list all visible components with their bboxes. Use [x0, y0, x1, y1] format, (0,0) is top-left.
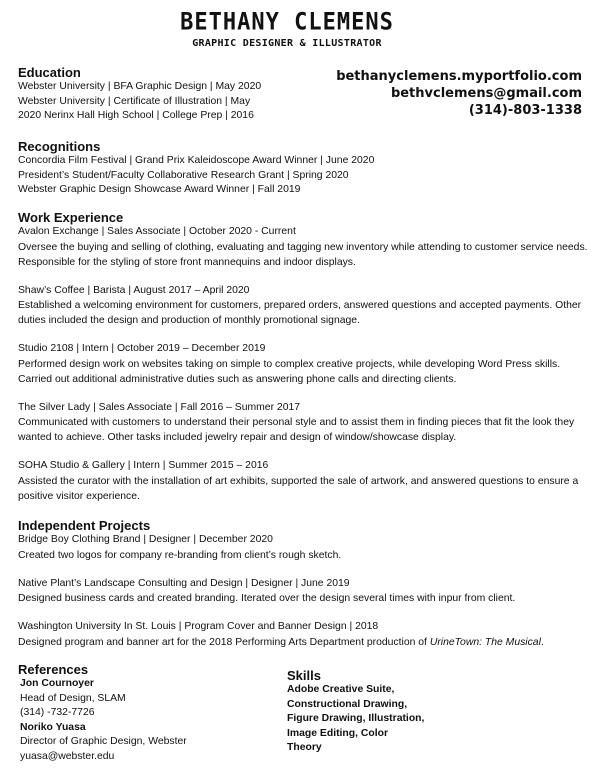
job-description: Performed design work on websites taking on simple to complex creative projects, while developing Word Press skills. Carried out additional administrative duties such as answering phone calls and directing clients.	[18, 358, 561, 385]
project-title: Native Plant’s Landscape Consulting and Design | Designer | June 2019	[18, 577, 350, 589]
name-heading: BETHANY CLEMENS	[180, 8, 394, 37]
portfolio-link[interactable]: bethanyclemens.myportfolio.com	[336, 69, 582, 84]
project-entry	[18, 533, 588, 563]
project-title: Washington University In St. Louis | Program Cover and Banner Design | 2018	[18, 621, 379, 633]
recognition-line: President’s Student/Faculty Collaborative Research Grant | Spring 2020	[18, 169, 349, 181]
job-entry	[18, 284, 588, 329]
education-line: Webster University | BFA Graphic Design | May 2020	[18, 81, 262, 92]
education-section	[18, 66, 358, 124]
reference-title: Head of Design, SLAM	[20, 692, 126, 704]
education-line: Webster University | Certificate of Illustration | May	[18, 95, 251, 107]
skill-line: Figure Drawing, Illustration,	[287, 713, 425, 725]
references-heading: References	[18, 662, 89, 677]
reference-email[interactable]: yuasa@webster.edu	[20, 750, 115, 762]
phone-number: (314)-803-1338	[468, 103, 582, 118]
projects-section	[18, 519, 588, 664]
project-description: Created two logos for company re-branding from client’s rough sketch.	[18, 549, 342, 561]
skill-line: Adobe Creative Suite,	[287, 684, 395, 695]
job-description: Oversee the buying and selling of clothing, evaluating and tagging new inventory while attending to customer service needs. Responsible for the styling of store front mannequins and indoor displays.	[18, 241, 588, 268]
education-heading: Education	[18, 65, 81, 80]
job-title: The Silver Lady | Sales Associate | Fall 2016 – Summer 2017	[18, 401, 301, 413]
job-title: Avalon Exchange | Sales Associate | October 2020 - Current	[18, 226, 296, 237]
references-section	[18, 663, 268, 765]
job-description: Established a welcoming environment for customers, prepared orders, answered questions and accepted payments. Other duties included the design and production of monthly promotional signage.	[18, 300, 582, 327]
skills-section	[287, 669, 487, 756]
project-title: Bridge Boy Clothing Brand | Designer | December 2020	[18, 534, 273, 545]
project-description: Designed business cards and created branding. Iterated over the design several times with inpur from client.	[18, 593, 516, 605]
projects-heading: Independent Projects	[18, 518, 151, 533]
reference-name: Jon Cournoyer	[20, 678, 94, 689]
project-description-text: Designed program and banner art for the 2018 Performing Arts Department production of	[18, 636, 430, 648]
job-title: Shaw’s Coffee | Barista | August 2017 – April 2020	[18, 284, 250, 296]
skill-line: Theory	[287, 742, 322, 754]
reference-phone: (314) -732-7726	[20, 707, 95, 719]
recognition-line: Webster Graphic Design Showcase Award Winner | Fall 2019	[18, 184, 301, 196]
project-entry	[18, 577, 588, 607]
project-entry	[18, 620, 588, 650]
job-entry	[18, 459, 588, 504]
work-experience-section	[18, 211, 588, 518]
skill-line: Image Editing, Color	[287, 727, 389, 739]
production-title: UrineTown: The Musical	[429, 636, 541, 648]
reference-title: Director of Graphic Design, Webster	[20, 736, 187, 748]
project-description-end: .	[540, 636, 544, 648]
project-description	[18, 635, 588, 650]
job-title: Studio 2108 | Intern | October 2019 – December 2019	[18, 343, 266, 355]
education-line: 2020 Nerinx Hall High School | College Prep | 2016	[18, 110, 254, 122]
reference-name: Noriko Yuasa	[20, 721, 86, 733]
recognitions-section	[18, 140, 588, 198]
contact-block	[336, 68, 582, 119]
job-entry	[18, 401, 588, 446]
work-experience-heading: Work Experience	[18, 210, 124, 225]
job-title: SOHA Studio & Gallery | Intern | Summer 2015 – 2016	[18, 460, 269, 472]
job-description: Communicated with customers to understand their personal style and to assist them in finding pieces that fit the look they wanted to achieve. Other tasks included jewelry repair and design of window/showcase display.	[18, 417, 575, 444]
skill-line: Constructional Drawing,	[287, 698, 408, 710]
recognitions-heading: Recognitions	[18, 139, 101, 154]
email-link[interactable]: bethvclemens@gmail.com	[390, 86, 582, 101]
skills-heading: Skills	[287, 668, 321, 683]
job-entry	[18, 342, 588, 387]
job-description: Assisted the curator with the installation of art exhibits, supported the sale of artwork, and answered questions to ensure a positive visitor experience.	[18, 475, 579, 502]
job-entry	[18, 225, 588, 270]
recognition-line: Concordia Film Festival | Grand Prix Kaleidoscope Award Winner | June 2020	[18, 155, 375, 166]
role-subtitle: GRAPHIC DESIGNER & ILLUSTRATOR	[192, 38, 382, 49]
